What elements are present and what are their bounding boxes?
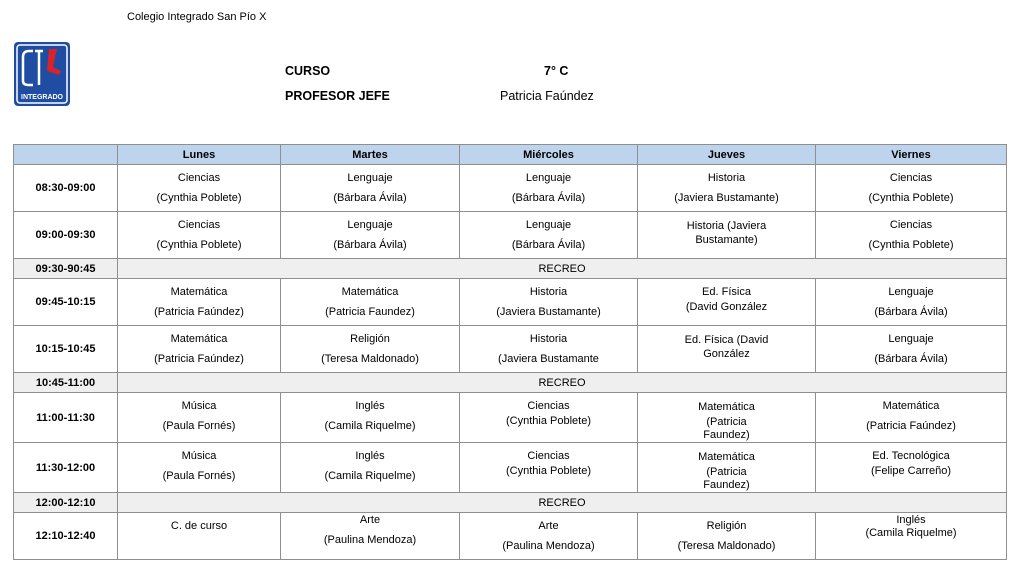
subject: Religión [706,520,747,532]
subject: Historia (Javiera Bustamante) [686,220,767,246]
subject: C. de curso [170,520,228,532]
profesor-label: PROFESOR JEFE [285,89,390,103]
subject: Ed. Tecnológica [872,450,950,462]
subject: Lenguaje [525,172,572,184]
time-slot: 11:30-12:00 [14,443,118,493]
table-row [14,212,1007,259]
schedule-cell [281,443,460,493]
time-slot: 10:15-10:45 [14,326,118,373]
subject: Lenguaje [525,219,572,231]
table-row [14,326,1007,373]
teacher: (Camila Riquelme) [865,527,957,539]
teacher: (Paulina Mendoza) [502,540,595,552]
subject: Matemática [882,400,940,412]
subject: Matemática [170,286,228,298]
teacher: (Javiera Bustamante) [674,192,779,204]
teacher: (Patricia Faundez) [703,416,750,441]
teacher: (David González [685,301,768,313]
recess-label: RECREO [118,259,1007,279]
teacher: (Paula Fornés) [162,470,236,482]
recess-row [14,373,1007,393]
table-row [14,393,1007,443]
header-corner [14,145,118,165]
schedule-cell [638,443,816,493]
teacher: (Cynthia Poblete) [868,192,954,204]
time-slot: 12:10-12:40 [14,513,118,560]
subject: Ciencias [889,219,933,231]
recess-row [14,259,1007,279]
teacher: (Cynthia Poblete) [506,415,591,427]
schedule-cell [460,443,638,493]
schedule-cell [460,279,638,326]
subject: Inglés [355,400,385,412]
teacher: (Patricia Faúndez) [154,353,244,365]
teacher: (Teresa Maldonado) [321,353,419,365]
schedule-cell [118,443,281,493]
teacher: (Bárbara Ávila) [874,353,948,365]
schedule-cell [118,165,281,212]
day-header: Viernes [816,145,1007,165]
subject: Ciencias [889,172,933,184]
subject: Historia [707,172,746,184]
subject: Ciencias [177,219,221,231]
time-slot: 12:00-12:10 [14,493,118,513]
subject: Arte [359,514,381,526]
teacher: (Bárbara Ávila) [333,239,407,251]
teacher: (Felipe Carreño) [870,465,952,477]
teacher: (Cynthia Poblete) [506,465,591,477]
teacher: (Patricia Faúndez) [866,420,956,432]
subject: Matemática [698,401,755,413]
recess-label: RECREO [118,493,1007,513]
teacher: (Patricia Faúndez) [154,306,244,318]
teacher: (Javiera Bustamante [498,353,599,365]
schedule-cell [281,212,460,259]
teacher [638,361,815,368]
schedule-cell [118,326,281,373]
subject: Matemática [698,451,755,463]
schedule-cell [638,165,816,212]
subject: Ciencias [527,450,570,462]
schedule-cell [816,165,1007,212]
teacher: (Cynthia Poblete) [868,239,954,251]
table-row [14,279,1007,326]
teacher [118,533,280,540]
schedule-cell [816,326,1007,373]
day-header: Lunes [118,145,281,165]
subject: Inglés [896,514,926,526]
schedule-cell [638,513,816,560]
teacher: (Javiera Bustamante) [496,306,601,318]
teacher: (Camila Riquelme) [324,470,416,482]
subject: Religión [350,333,390,345]
svg-text:INTEGRADO: INTEGRADO [21,94,63,101]
schedule-cell [460,393,638,443]
teacher: (Bárbara Ávila) [874,306,948,318]
teacher: (Teresa Maldonado) [677,540,776,552]
subject: Historia [529,333,568,345]
table-row [14,443,1007,493]
table-header-row [14,145,1007,165]
schedule-cell [281,326,460,373]
subject: Música [181,400,217,412]
subject: Matemática [341,286,399,298]
school-name: Colegio Integrado San Pío X [127,11,267,23]
schedule-cell [118,513,281,560]
time-slot: 09:00-09:30 [14,212,118,259]
curso-value: 7° C [544,64,569,78]
time-slot: 09:45-10:15 [14,279,118,326]
schedule-cell [816,513,1007,560]
schedule-cell [460,326,638,373]
subject: Lenguaje [347,172,393,184]
teacher: (Bárbara Ávila) [333,192,407,204]
schedule-cell [460,513,638,560]
teacher: (Paulina Mendoza) [323,534,417,546]
teacher: (Bárbara Ávila) [511,239,586,251]
time-slot: 11:00-11:30 [14,393,118,443]
subject: Ed. Física (David González [684,334,769,360]
schedule-cell [638,279,816,326]
subject: Lenguaje [888,286,934,298]
day-header: Miércoles [460,145,638,165]
day-header: Jueves [638,145,816,165]
curso-label: CURSO [285,64,331,78]
subject: Ed. Física [702,286,751,298]
schedule-cell [460,165,638,212]
schedule-cell [816,279,1007,326]
table-row [14,165,1007,212]
profesor-value: Patricia Faúndez [500,89,594,103]
teacher: (Bárbara Ávila) [511,192,586,204]
schedule-cell [281,165,460,212]
subject: Inglés [355,450,385,462]
subject: Arte [538,520,559,532]
recess-label: RECREO [118,373,1007,393]
school-logo-icon [13,41,71,107]
recess-row [14,493,1007,513]
schedule-cell [638,212,816,259]
teacher: (Cynthia Poblete) [156,192,242,204]
schedule-cell [118,212,281,259]
subject: Música [181,450,217,462]
schedule-cell [638,393,816,443]
time-slot: 10:45-11:00 [14,373,118,393]
subject: Lenguaje [347,219,393,231]
time-slot: 08:30-09:00 [14,165,118,212]
subject: Ciencias [177,172,221,184]
schedule-cell [281,279,460,326]
schedule-cell [816,393,1007,443]
schedule-cell [118,393,281,443]
schedule-cell [460,212,638,259]
teacher: (Patricia Faundez) [703,466,750,491]
schedule-cell [816,443,1007,493]
schedule-cell [118,279,281,326]
schedule-cell [281,393,460,443]
teacher: (Cynthia Poblete) [156,239,242,251]
day-header: Martes [281,145,460,165]
time-slot: 09:30-90:45 [14,259,118,279]
schedule-cell [638,326,816,373]
schedule-table [13,144,1007,560]
subject: Historia [529,286,568,298]
teacher: (Patricia Faundez) [325,306,415,318]
schedule-cell [816,212,1007,259]
subject: Ciencias [527,400,570,412]
teacher: (Camila Riquelme) [324,420,416,432]
teacher [638,247,815,254]
teacher: (Paula Fornés) [162,420,236,432]
subject: Lenguaje [888,333,934,345]
subject: Matemática [170,333,228,345]
table-row [14,513,1007,560]
schedule-cell [281,513,460,560]
